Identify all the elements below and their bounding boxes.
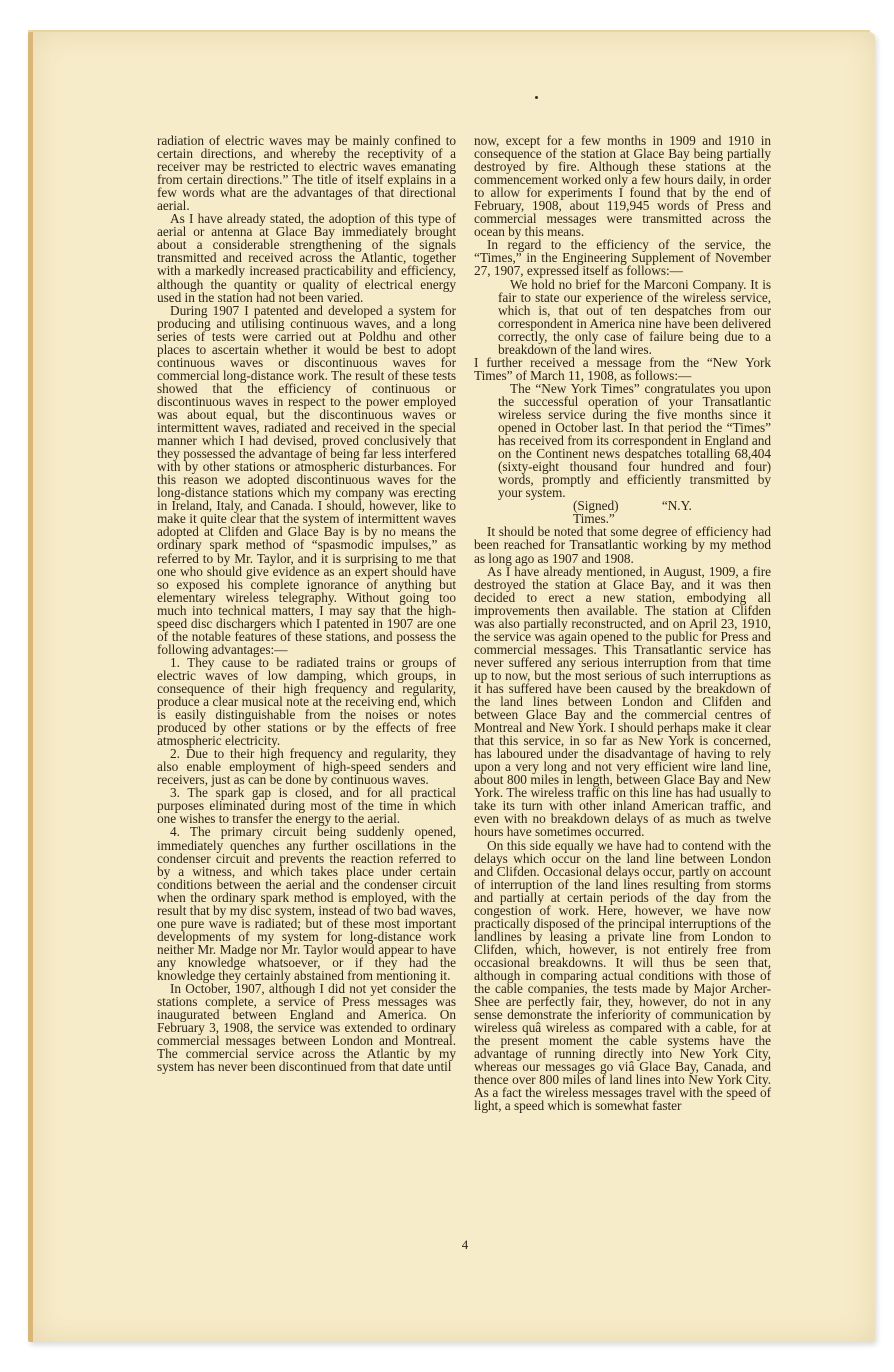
paragraph: now, except for a few months in 1909 and 1910 in consequence of the station at Glace Bay being partially destroyed by fire. Although these stations at the commencement worked only a few hours daily, in order to allow for experiments I found that by the end of February, 1908, about 119,945 words of Press and commercial messages were transmitted across the ocean by this means. [474,133,771,240]
ink-speck [535,96,538,99]
paragraph: In regard to the efficiency of the service, the “Times,” in the Engineering Supplement of November 27, 1907, expressed itself as follows:— [474,237,771,279]
paragraph: It should be noted that some degree of efficiency had been reached for Transatlantic working by my method as long ago as 1907 and 1908. [474,524,771,566]
signature-line: (Signed) “N.Y. Times.” [573,498,692,527]
paragraph: As I have already mentioned, in August, 1909, a fire destroyed the station at Glace Bay, and it was then decided to erect a new station, embodying all improvements then available. The station at Clifden was also partially reconstructed, and on April 23, 1910, the service was again opened to the public for Press and commercial messages. This Transatlantic service has never suffered any serious interruption from that time up to now, but the most serious of such interruptions as it has suffered have been caused by the breakdown of the land lines between London and Clifden and between Glace Bay and the commercial centres of Montreal and New York. I should perhaps make it clear that this service, in so far as New York is concerned, has laboured under the disadvantage of having to rely upon a very long and not very efficient wire land line, about 800 miles in length, between Glace Bay and New York. The wireless traffic on this line has had usually to take its turn with other inland American traffic, and even with no breakdown delays of as much as twelve hours have sometimes occurred. [474,563,771,840]
block-quote: The “New York Times” congratulates you upon the successful operation of your Transatlantic wireless service during the five months since it opened in October last. In that period the “Times” has received from its correspondent in England and on the Continent news despatches totalling 68,404 (sixty-eight thousand four hundred and four) words, promptly and efficiently transmitted by your system. [498,380,771,501]
page-number: 4 [461,1237,469,1252]
paragraph: As I have already stated, the adoption of this type of aerial or antenna at Glace Bay immediately brought about a considerable strengthening of the signals transmitted and received across the Atlantic, together with a markedly increased practicability and efficiency, although the quantity or quality of electrical energy used in the station had not been varied. [157,211,456,305]
paragraph: In October, 1907, although I did not yet consider the stations complete, a service of Press messages was inaugurated between England and America. On February 3, 1908, the service was extended to ordinary commercial messages between London and Montreal. The commercial service across the Atlantic by my system has never been discontinued from that date until [157,981,456,1075]
paragraph: 4. The primary circuit being suddenly opened, immediately quenches any further oscillations in the condenser circuit and prevents the reaction referred to by a witness, and which takes place under certain conditions between the aerial and the condenser circuit when the ordinary spark method is employed, with the result that by my disc system, instead of two bad waves, one pure wave is radiated; but of these most important developments of my system for long-distance work neither Mr. Madge nor Mr. Taylor would appear to have any knowledge whatsoever, or if they had the knowledge they certainly abstained from mentioning it. [157,824,456,983]
paragraph: I further received a message from the “New York Times” of March 11, 1908, as follows:— [474,354,771,383]
paragraph: During 1907 I patented and developed a system for producing and utilising continuous waves, and a long series of tests were carried out at Poldhu and other places to ascertain whether it would be best to adopt continuous waves or discontinuous waves for commercial long-distance work. The result of these tests showed that the efficiency of continuous or discontinuous waves in respect to the power employed was about equal, but the discontinuous waves or intermittent waves, radiated and received in the special manner which I had devised, proved conclusively that they possessed the advantage of being far less interfered with by other stations or atmospheric disturbances. For this reason we adopted discontinuous waves for the long-distance stations which my company was erecting in Ireland, Italy, and Canada. I should, however, like to make it quite clear that the system of intermittent waves adopted at Clifden and Glace Bay is by no means the ordinary spark method of “spasmodic impulses,” as referred to by Mr. Taylor, and it is surprising to me that one who should give evidence as an expert should have so exposed his complete ignorance of anything but elementary wireless telegraphy. Without going too much into technical matters, I may say that the high-speed disc dischargers which I patented in 1907 are one of the notable features of these stations, and possess the following advantages:— [157,302,456,657]
paragraph: 3. The spark gap is closed, and for all practical purposes eliminated during most of the time in which one wishes to transfer the energy to the aerial. [157,785,456,827]
paragraph: 1. They cause to be radiated trains or groups of electric waves of low damping, which groups, in consequence of their high frequency and regularity, produce a clear musical note at the receiving end, which is easily distinguishable from the noises or notes produced by other stations or by the effects of free atmospheric electricity. [157,654,456,749]
left-column [157,134,456,1073]
paragraph: 2. Due to their high frequency and regularity, they also enable employment of high-speed senders and receivers, just as can be done by continuous waves. [157,746,456,788]
paragraph: On this side equally we have had to contend with the delays which occur on the land line between London and Clifden. Occasional delays occur, partly on account of interruption of the land lines resulting from storms and partially at certain periods of the day from the congestion of work. Here, however, we have now practically disposed of the principal interruptions of the landlines by leasing a private line from London to Clifden, which, however, is not entirely free from occasional breakdowns. It will thus be seen that, although in comparing actual conditions with those of the cable companies, the tests made by Major Archer-Shee are perfectly fair, they, however, do not in any sense demonstrate the inferiority of communication by wireless quâ wireless as compared with a cable, for at the present moment the cable systems have the advantage of running directly into New York City, whereas our messages go viâ Glace Bay, Canada, and thence over 800 miles of land lines into New York City. As a fact the wireless messages travel with the speed of light, a speed which is somewhat faster [474,837,771,1114]
block-quote: We hold no brief for the Marconi Company. It is fair to state our experience of the wireless service, which is, that out of ten despatches from our correspondent in America nine have been delivered correctly, the only case of failure being due to a breakdown of the land wires. [498,276,771,357]
right-column [474,134,771,1113]
paragraph: radiation of electric waves may be mainly confined to certain directions, and whereby the receptivity of a receiver may be restricted to electric waves emanating from certain directions.” The title of itself explains in a few words what are the advantages of that directional aerial. [157,133,456,214]
